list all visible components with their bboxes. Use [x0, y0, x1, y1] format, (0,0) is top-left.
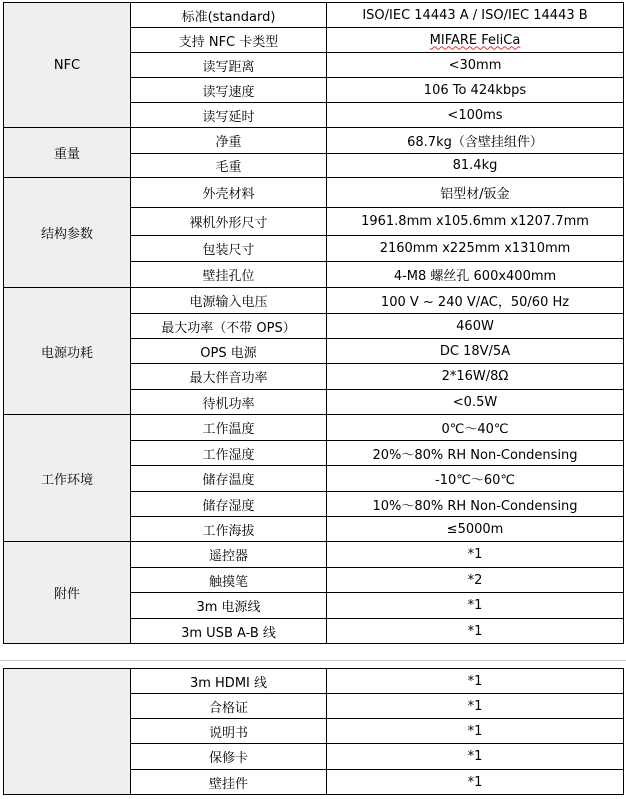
- spec-value-cell: ≤5000m: [327, 517, 624, 542]
- spec-value-cell: 4-M8 螺丝孔 600x400mm: [327, 262, 624, 288]
- spec-table-body: [4, 3, 624, 644]
- spec-label-cell: 外壳材料: [131, 178, 327, 208]
- spec-value-cell: -10℃～60℃: [327, 466, 624, 492]
- spec-row: [4, 178, 624, 208]
- category-cell: NFC: [4, 3, 131, 128]
- spec-label-cell: 支持 NFC 卡类型: [131, 28, 327, 53]
- spec-value-cell: 460W: [327, 314, 624, 339]
- spec-value-cell: *1: [327, 669, 624, 694]
- spec-label-cell: 待机功率: [131, 390, 327, 415]
- spec-label-cell: 3m USB A-B 线: [131, 619, 327, 644]
- spec-value-cell: <30mm: [327, 53, 624, 78]
- spec-label-cell: 毛重: [131, 154, 327, 178]
- spec-label-cell: 壁挂件: [131, 770, 327, 795]
- spec-value-cell: ISO/IEC 14443 A / ISO/IEC 14443 B: [327, 3, 624, 28]
- category-cell: 工作环境: [4, 415, 131, 542]
- spec-value-cell: 1961.8mm x105.6mm x1207.7mm: [327, 208, 624, 236]
- category-cell: 重量: [4, 128, 131, 178]
- spec-value-cell: 10%～80% RH Non-Condensing: [327, 492, 624, 517]
- spec-label-cell: 工作温度: [131, 415, 327, 441]
- spec-label-cell: 说明书: [131, 719, 327, 744]
- spec-table: [3, 2, 624, 644]
- spec-value-cell: *1: [327, 694, 624, 719]
- spec-label-cell: OPS 电源: [131, 339, 327, 364]
- category-cell: [4, 669, 131, 795]
- spec-label-cell: 最大功率（不带 OPS）: [131, 314, 327, 339]
- spec-row: [4, 128, 624, 154]
- spec-value-cell: <0.5W: [327, 390, 624, 415]
- spec-row: [4, 288, 624, 314]
- spec-value-cell: *1: [327, 619, 624, 644]
- spec-row: [4, 669, 624, 694]
- spec-label-cell: 3m HDMI 线: [131, 669, 327, 694]
- spec-value-cell: 100 V ~ 240 V/AC，50/60 Hz: [327, 288, 624, 314]
- spec-value-cell: *1: [327, 770, 624, 795]
- spec-value-cell: *1: [327, 542, 624, 568]
- spec-label-cell: 标准(standard): [131, 3, 327, 28]
- spec-row: [4, 415, 624, 441]
- spec-value-cell: *1: [327, 719, 624, 744]
- category-cell: 附件: [4, 542, 131, 644]
- spec-label-cell: 包装尺寸: [131, 236, 327, 262]
- spec-label-cell: 合格证: [131, 694, 327, 719]
- spec-value-cell: 20%～80% RH Non-Condensing: [327, 441, 624, 466]
- spec-label-cell: 储存温度: [131, 466, 327, 492]
- spec-label-cell: 最大伴音功率: [131, 364, 327, 390]
- spec-label-cell: 读写速度: [131, 78, 327, 103]
- spec-value-cell: DC 18V/5A: [327, 339, 624, 364]
- spec-label-cell: 净重: [131, 128, 327, 154]
- spec-label-cell: 遥控器: [131, 542, 327, 568]
- spec-row: [4, 542, 624, 568]
- spec-label-cell: 壁挂孔位: [131, 262, 327, 288]
- spec-label-cell: 储存湿度: [131, 492, 327, 517]
- spec-label-cell: 裸机外形尺寸: [131, 208, 327, 236]
- spec-label-cell: 触摸笔: [131, 568, 327, 593]
- spec-label-cell: 工作海拔: [131, 517, 327, 542]
- spec-label-cell: 3m 电源线: [131, 593, 327, 619]
- spec-label-cell: 电源输入电压: [131, 288, 327, 314]
- spec-value-text: MIFARE FeliCa: [429, 32, 521, 48]
- spec-label-cell: 读写距离: [131, 53, 327, 78]
- page-break-line: [0, 660, 626, 661]
- spec-label-cell: 读写延时: [131, 103, 327, 128]
- spec-table-continued-body: [4, 669, 624, 795]
- spec-value-cell: [327, 28, 624, 53]
- category-cell: 结构参数: [4, 178, 131, 288]
- spec-value-cell: 0℃～40℃: [327, 415, 624, 441]
- spec-row: [4, 3, 624, 28]
- spec-value-cell: <100ms: [327, 103, 624, 128]
- spec-label-cell: 保修卡: [131, 744, 327, 770]
- spec-value-cell: 2*16W/8Ω: [327, 364, 624, 390]
- spec-value-cell: 106 To 424kbps: [327, 78, 624, 103]
- spec-value-cell: 铝型材/钣金: [327, 178, 624, 208]
- spec-table-continued: [3, 668, 624, 795]
- category-cell: 电源功耗: [4, 288, 131, 415]
- spec-label-cell: 工作湿度: [131, 441, 327, 466]
- spec-value-cell: 2160mm x225mm x1310mm: [327, 236, 624, 262]
- spec-value-cell: *1: [327, 744, 624, 770]
- spec-value-cell: 81.4kg: [327, 154, 624, 178]
- spec-value-cell: *2: [327, 568, 624, 593]
- spec-value-cell: 68.7kg（含壁挂组件）: [327, 128, 624, 154]
- spec-value-cell: *1: [327, 593, 624, 619]
